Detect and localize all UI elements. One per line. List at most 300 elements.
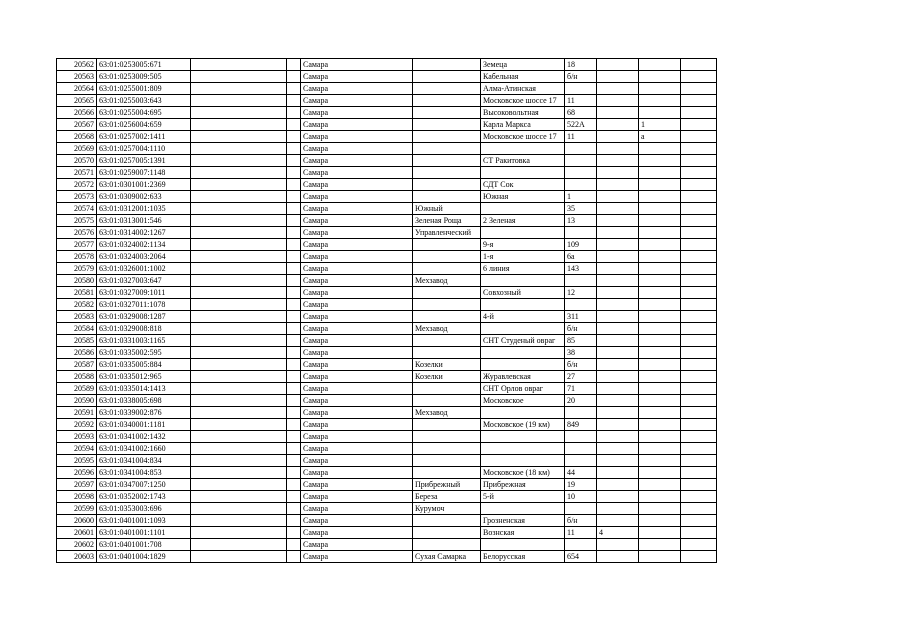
street-cell: СНТ Орлов овраг: [481, 383, 565, 395]
empty-cell-a: [191, 347, 287, 359]
empty-cell-c: [681, 179, 717, 191]
building-cell: [597, 107, 639, 119]
apartment-cell: [639, 515, 681, 527]
record-number-cell: 20599: [57, 503, 97, 515]
city-cell: Самара: [301, 239, 413, 251]
city-cell: Самара: [301, 371, 413, 383]
street-cell: 6 линия: [481, 263, 565, 275]
cadastral-number-cell: 63:01:0341004:834: [97, 455, 191, 467]
house-cell: 85: [565, 335, 597, 347]
street-cell: [481, 431, 565, 443]
building-cell: [597, 455, 639, 467]
city-cell: Самара: [301, 59, 413, 71]
empty-cell-c: [681, 251, 717, 263]
empty-cell-b: [287, 263, 301, 275]
cadastral-number-cell: 63:01:0331003:1165: [97, 335, 191, 347]
cadastral-number-cell: 63:01:0257005:1391: [97, 155, 191, 167]
empty-cell-b: [287, 323, 301, 335]
city-cell: Самара: [301, 527, 413, 539]
house-cell: 849: [565, 419, 597, 431]
record-number-cell: 20568: [57, 131, 97, 143]
house-cell: [565, 227, 597, 239]
cadastral-number-cell: 63:01:0339002:876: [97, 407, 191, 419]
empty-cell-c: [681, 371, 717, 383]
street-cell: [481, 167, 565, 179]
record-number-cell: 20578: [57, 251, 97, 263]
apartment-cell: [639, 107, 681, 119]
cadastral-number-cell: 63:01:0401004:1829: [97, 551, 191, 563]
empty-cell-a: [191, 155, 287, 167]
record-number-cell: 20584: [57, 323, 97, 335]
table-row: [57, 311, 717, 323]
cadastral-number-cell: 63:01:0341004:853: [97, 467, 191, 479]
table-row: [57, 335, 717, 347]
apartment-cell: [639, 143, 681, 155]
house-cell: 12: [565, 287, 597, 299]
record-number-cell: 20574: [57, 203, 97, 215]
street-cell: Московское (19 км): [481, 419, 565, 431]
locality-cell: Южный: [413, 203, 481, 215]
record-number-cell: 20591: [57, 407, 97, 419]
city-cell: Самара: [301, 131, 413, 143]
empty-cell-a: [191, 95, 287, 107]
empty-cell-c: [681, 59, 717, 71]
apartment-cell: [639, 287, 681, 299]
house-cell: 19: [565, 479, 597, 491]
record-number-cell: 20581: [57, 287, 97, 299]
locality-cell: Зеленая Роща: [413, 215, 481, 227]
empty-cell-b: [287, 131, 301, 143]
table-row: [57, 383, 717, 395]
house-cell: 11: [565, 95, 597, 107]
locality-cell: [413, 335, 481, 347]
cadastral-number-cell: 63:01:0352002:1743: [97, 491, 191, 503]
house-cell: 143: [565, 263, 597, 275]
record-number-cell: 20602: [57, 539, 97, 551]
cadastral-number-cell: 63:01:0324002:1134: [97, 239, 191, 251]
cadastral-number-cell: 63:01:0327011:1078: [97, 299, 191, 311]
house-cell: б/н: [565, 515, 597, 527]
empty-cell-a: [191, 215, 287, 227]
locality-cell: Береза: [413, 491, 481, 503]
empty-cell-c: [681, 515, 717, 527]
empty-cell-b: [287, 119, 301, 131]
empty-cell-c: [681, 83, 717, 95]
empty-cell-c: [681, 479, 717, 491]
table-row: [57, 59, 717, 71]
street-cell: СТ Ракитовка: [481, 155, 565, 167]
cadastral-number-cell: 63:01:0401001:708: [97, 539, 191, 551]
empty-cell-a: [191, 383, 287, 395]
street-cell: Высоковольтная: [481, 107, 565, 119]
record-number-cell: 20586: [57, 347, 97, 359]
empty-cell-c: [681, 407, 717, 419]
record-number-cell: 20600: [57, 515, 97, 527]
cadastral-number-cell: 63:01:0257002:1411: [97, 131, 191, 143]
table-row: [57, 251, 717, 263]
locality-cell: Прибрежный: [413, 479, 481, 491]
empty-cell-b: [287, 503, 301, 515]
empty-cell-a: [191, 71, 287, 83]
house-cell: 35: [565, 203, 597, 215]
record-number-cell: 20572: [57, 179, 97, 191]
table-row: [57, 239, 717, 251]
cadastral-number-cell: 63:01:0313001:546: [97, 215, 191, 227]
house-cell: 311: [565, 311, 597, 323]
empty-cell-b: [287, 227, 301, 239]
street-cell: СДТ Сок: [481, 179, 565, 191]
record-number-cell: 20587: [57, 359, 97, 371]
house-cell: 11: [565, 527, 597, 539]
empty-cell-a: [191, 275, 287, 287]
cadastral-number-cell: 63:01:0329008:1287: [97, 311, 191, 323]
house-cell: 6а: [565, 251, 597, 263]
empty-cell-c: [681, 203, 717, 215]
street-cell: Московское шоссе 17: [481, 95, 565, 107]
building-cell: [597, 215, 639, 227]
house-cell: 20: [565, 395, 597, 407]
house-cell: б/н: [565, 359, 597, 371]
building-cell: [597, 263, 639, 275]
building-cell: [597, 167, 639, 179]
empty-cell-c: [681, 275, 717, 287]
city-cell: Самара: [301, 227, 413, 239]
locality-cell: Козелки: [413, 359, 481, 371]
locality-cell: [413, 515, 481, 527]
table-row: [57, 275, 717, 287]
table-row: [57, 347, 717, 359]
apartment-cell: [639, 83, 681, 95]
empty-cell-c: [681, 431, 717, 443]
cadastral-number-cell: 63:01:0324003:2064: [97, 251, 191, 263]
street-cell: Московское (18 км): [481, 467, 565, 479]
empty-cell-a: [191, 479, 287, 491]
building-cell: [597, 131, 639, 143]
street-cell: Прибрежная: [481, 479, 565, 491]
table-row: [57, 527, 717, 539]
street-cell: 1-я: [481, 251, 565, 263]
building-cell: 4: [597, 527, 639, 539]
empty-cell-a: [191, 395, 287, 407]
table-row: [57, 287, 717, 299]
empty-cell-b: [287, 431, 301, 443]
locality-cell: [413, 191, 481, 203]
apartment-cell: [639, 191, 681, 203]
record-number-cell: 20597: [57, 479, 97, 491]
building-cell: [597, 503, 639, 515]
empty-cell-a: [191, 311, 287, 323]
cadastral-number-cell: 63:01:0327009:1011: [97, 287, 191, 299]
empty-cell-a: [191, 503, 287, 515]
house-cell: [565, 179, 597, 191]
building-cell: [597, 335, 639, 347]
empty-cell-a: [191, 299, 287, 311]
table-row: [57, 407, 717, 419]
table-row: [57, 419, 717, 431]
empty-cell-b: [287, 359, 301, 371]
house-cell: 27: [565, 371, 597, 383]
record-number-cell: 20598: [57, 491, 97, 503]
empty-cell-b: [287, 383, 301, 395]
apartment-cell: [639, 443, 681, 455]
city-cell: Самара: [301, 515, 413, 527]
record-number-cell: 20567: [57, 119, 97, 131]
table-row: [57, 539, 717, 551]
empty-cell-a: [191, 227, 287, 239]
table-row: [57, 227, 717, 239]
empty-cell-b: [287, 83, 301, 95]
empty-cell-a: [191, 431, 287, 443]
empty-cell-a: [191, 131, 287, 143]
table-row: [57, 491, 717, 503]
building-cell: [597, 251, 639, 263]
apartment-cell: [639, 395, 681, 407]
empty-cell-b: [287, 419, 301, 431]
city-cell: Самара: [301, 311, 413, 323]
street-cell: [481, 455, 565, 467]
empty-cell-c: [681, 287, 717, 299]
apartment-cell: [639, 383, 681, 395]
building-cell: [597, 239, 639, 251]
street-cell: [481, 539, 565, 551]
house-cell: [565, 83, 597, 95]
apartment-cell: [639, 503, 681, 515]
empty-cell-b: [287, 215, 301, 227]
empty-cell-a: [191, 467, 287, 479]
street-cell: [481, 503, 565, 515]
cadastral-number-cell: 63:01:0255003:643: [97, 95, 191, 107]
city-cell: Самара: [301, 143, 413, 155]
street-cell: Грозненская: [481, 515, 565, 527]
locality-cell: Курумоч: [413, 503, 481, 515]
empty-cell-c: [681, 467, 717, 479]
apartment-cell: [639, 527, 681, 539]
empty-cell-c: [681, 239, 717, 251]
city-cell: Самара: [301, 275, 413, 287]
city-cell: Самара: [301, 179, 413, 191]
building-cell: [597, 539, 639, 551]
city-cell: Самара: [301, 335, 413, 347]
record-number-cell: 20569: [57, 143, 97, 155]
empty-cell-b: [287, 443, 301, 455]
cadastral-number-cell: 63:01:0335014:1413: [97, 383, 191, 395]
table-row: [57, 323, 717, 335]
empty-cell-c: [681, 263, 717, 275]
building-cell: [597, 443, 639, 455]
empty-cell-a: [191, 455, 287, 467]
apartment-cell: [639, 263, 681, 275]
street-cell: Земеца: [481, 59, 565, 71]
empty-cell-b: [287, 491, 301, 503]
locality-cell: [413, 107, 481, 119]
empty-cell-c: [681, 119, 717, 131]
table-row: [57, 131, 717, 143]
empty-cell-b: [287, 179, 301, 191]
locality-cell: [413, 539, 481, 551]
empty-cell-c: [681, 503, 717, 515]
house-cell: 44: [565, 467, 597, 479]
table-row: [57, 215, 717, 227]
locality-cell: Козелки: [413, 371, 481, 383]
house-cell: [565, 155, 597, 167]
house-cell: 68: [565, 107, 597, 119]
record-number-cell: 20592: [57, 419, 97, 431]
table-row: [57, 443, 717, 455]
record-number-cell: 20601: [57, 527, 97, 539]
empty-cell-c: [681, 443, 717, 455]
table-row: [57, 263, 717, 275]
house-cell: 13: [565, 215, 597, 227]
table-row: [57, 515, 717, 527]
building-cell: [597, 371, 639, 383]
city-cell: Самара: [301, 383, 413, 395]
table-row: [57, 71, 717, 83]
street-cell: СНТ Студеный овраг: [481, 335, 565, 347]
city-cell: Самара: [301, 395, 413, 407]
locality-cell: [413, 299, 481, 311]
building-cell: [597, 431, 639, 443]
apartment-cell: [639, 419, 681, 431]
house-cell: 18: [565, 59, 597, 71]
empty-cell-c: [681, 71, 717, 83]
empty-cell-b: [287, 467, 301, 479]
street-cell: Московское: [481, 395, 565, 407]
house-cell: б/н: [565, 323, 597, 335]
street-cell: [481, 347, 565, 359]
record-number-cell: 20590: [57, 395, 97, 407]
locality-cell: [413, 287, 481, 299]
table-row: [57, 203, 717, 215]
city-cell: Самара: [301, 251, 413, 263]
empty-cell-c: [681, 131, 717, 143]
empty-cell-b: [287, 143, 301, 155]
building-cell: [597, 119, 639, 131]
street-cell: Карла Маркса: [481, 119, 565, 131]
house-cell: [565, 503, 597, 515]
apartment-cell: [639, 539, 681, 551]
street-cell: Южная: [481, 191, 565, 203]
empty-cell-c: [681, 107, 717, 119]
empty-cell-a: [191, 371, 287, 383]
empty-cell-a: [191, 191, 287, 203]
table-row: [57, 83, 717, 95]
city-cell: Самара: [301, 167, 413, 179]
locality-cell: [413, 419, 481, 431]
city-cell: Самара: [301, 323, 413, 335]
city-cell: Самара: [301, 551, 413, 563]
cadastral-number-cell: 63:01:0314002:1267: [97, 227, 191, 239]
cadastral-number-cell: 63:01:0401001:1101: [97, 527, 191, 539]
empty-cell-c: [681, 323, 717, 335]
street-cell: Совхозный: [481, 287, 565, 299]
cadastral-number-cell: 63:01:0329008:818: [97, 323, 191, 335]
cadastral-number-cell: 63:01:0301001:2369: [97, 179, 191, 191]
city-cell: Самара: [301, 503, 413, 515]
street-cell: 4-й: [481, 311, 565, 323]
table-row: [57, 179, 717, 191]
empty-cell-c: [681, 455, 717, 467]
record-number-cell: 20596: [57, 467, 97, 479]
apartment-cell: [639, 215, 681, 227]
cadastral-number-cell: 63:01:0259007:1148: [97, 167, 191, 179]
city-cell: Самара: [301, 203, 413, 215]
record-number-cell: 20583: [57, 311, 97, 323]
empty-cell-b: [287, 155, 301, 167]
empty-cell-a: [191, 107, 287, 119]
building-cell: [597, 479, 639, 491]
street-cell: [481, 143, 565, 155]
empty-cell-b: [287, 251, 301, 263]
empty-cell-a: [191, 527, 287, 539]
apartment-cell: [639, 323, 681, 335]
record-number-cell: 20603: [57, 551, 97, 563]
building-cell: [597, 515, 639, 527]
empty-cell-a: [191, 359, 287, 371]
street-cell: Алма-Атинская: [481, 83, 565, 95]
apartment-cell: [639, 407, 681, 419]
empty-cell-b: [287, 95, 301, 107]
empty-cell-c: [681, 95, 717, 107]
apartment-cell: [639, 227, 681, 239]
apartment-cell: а: [639, 131, 681, 143]
record-number-cell: 20594: [57, 443, 97, 455]
house-cell: [565, 167, 597, 179]
locality-cell: [413, 95, 481, 107]
empty-cell-c: [681, 299, 717, 311]
empty-cell-a: [191, 407, 287, 419]
empty-cell-c: [681, 155, 717, 167]
building-cell: [597, 407, 639, 419]
house-cell: [565, 539, 597, 551]
empty-cell-a: [191, 287, 287, 299]
city-cell: Самара: [301, 83, 413, 95]
locality-cell: [413, 59, 481, 71]
record-number-cell: 20566: [57, 107, 97, 119]
empty-cell-c: [681, 335, 717, 347]
record-number-cell: 20577: [57, 239, 97, 251]
cadastral-number-cell: 63:01:0340001:1181: [97, 419, 191, 431]
house-cell: 522А: [565, 119, 597, 131]
building-cell: [597, 155, 639, 167]
street-cell: Журавлевская: [481, 371, 565, 383]
empty-cell-b: [287, 59, 301, 71]
empty-cell-c: [681, 227, 717, 239]
empty-cell-a: [191, 83, 287, 95]
table-row: [57, 359, 717, 371]
cadastral-number-cell: 63:01:0312001:1035: [97, 203, 191, 215]
empty-cell-b: [287, 71, 301, 83]
table-row: [57, 479, 717, 491]
street-cell: [481, 275, 565, 287]
empty-cell-b: [287, 527, 301, 539]
locality-cell: [413, 131, 481, 143]
empty-cell-c: [681, 191, 717, 203]
locality-cell: [413, 431, 481, 443]
table-row: [57, 551, 717, 563]
apartment-cell: [639, 551, 681, 563]
house-cell: [565, 407, 597, 419]
building-cell: [597, 287, 639, 299]
locality-cell: [413, 239, 481, 251]
record-number-cell: 20563: [57, 71, 97, 83]
apartment-cell: 1: [639, 119, 681, 131]
record-number-cell: 20585: [57, 335, 97, 347]
empty-cell-c: [681, 551, 717, 563]
apartment-cell: [639, 311, 681, 323]
empty-cell-b: [287, 107, 301, 119]
apartment-cell: [639, 359, 681, 371]
city-cell: Самара: [301, 107, 413, 119]
